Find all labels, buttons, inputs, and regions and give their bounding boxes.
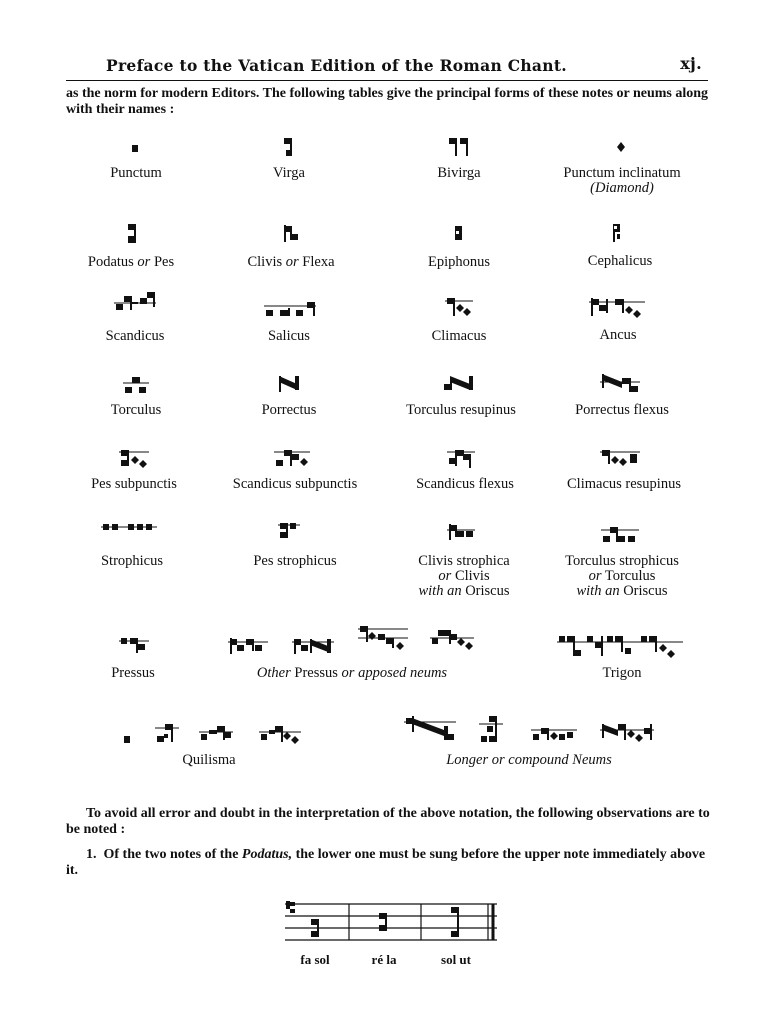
label-scandicus-flexus: Scandicus flexus [416,476,514,492]
p2-italic: Podatus, [241,847,293,862]
virga-neume [283,136,295,158]
pes-subpunctis-neume [119,448,149,470]
label-trigon: Trigon [602,665,642,681]
oriscus-text: Oriscus [623,583,668,599]
syllable-re-la: ré la [371,952,397,967]
label-salicus: Salicus [268,328,310,344]
label-torculus: Torculus [110,402,162,418]
or-text: or [137,254,151,270]
with-an-text: with an [576,583,620,599]
label-strophicus: Strophicus [100,553,164,569]
salicus-neume [264,298,316,320]
compound-neum-3 [531,722,577,746]
label-virga: Virga [273,165,305,181]
climacus-resupinus-neume [600,448,640,468]
p1-text: To avoid all error and doubt in the interpretation of the above notation, the following observations are to be noted : [66,806,710,837]
compound-neum-4 [600,720,654,746]
label-torculus-strophicus [565,554,679,599]
label-porrectus: Porrectus [261,402,317,418]
apposed-neum-3 [358,624,408,654]
label-ancus: Ancus [599,327,637,343]
apposed-neums-text: apposed neums [358,665,448,681]
label-clivis [247,255,334,270]
paragraph-observations [66,806,712,837]
label-longer-compound: Longer or compound Neums [446,752,612,768]
c-clef-icon [286,901,295,913]
quilisma-punctum-neume [122,734,132,746]
flexa-text: Flexa [302,254,335,270]
label-epiphonus: Epiphonus [427,254,491,270]
punctum-inclinatum-neume [615,140,627,154]
running-header [66,54,708,81]
clivis-strophica-text: Clivis strophica [418,553,510,569]
or-text: or [588,568,602,584]
p2-a: Of the two notes of the [103,847,239,862]
other-text: Other [256,665,291,681]
or-text: or [285,254,299,270]
strophicus-neume [101,521,165,533]
podatus-text: Podatus [87,254,134,270]
p2-num: 1. [86,847,97,862]
scandicus-neume [114,290,156,314]
label-podatus [88,255,174,270]
or-text: or [438,568,452,584]
label-climacus-resupinus: Climacus resupinus [567,476,681,492]
oriscus-text: Oriscus [465,583,510,599]
podatus-neume [127,222,139,246]
torculus-strophicus-text: Torculus strophicus [565,553,679,569]
compound-neum-1 [404,714,456,744]
porrectus-flexus-neume [600,372,640,396]
quilisma-neume-3 [259,724,301,746]
or-clivis-text: Clivis [454,568,490,584]
label-pes-subpunctis: Pes subpunctis [91,476,177,492]
torculus-strophicus-neume [601,524,639,546]
label-punctum: Punctum [110,165,162,181]
quilisma-neume-1 [155,722,179,748]
scandicus-subpunctis-neume [274,448,310,470]
diamond-text: (Diamond) [590,180,654,196]
clivis-strophica-neume [447,522,475,542]
label-pes-strophicus: Pes strophicus [253,553,337,569]
compound-neum-2 [479,714,503,746]
page-number: xj. [680,54,702,73]
label-scandicus-subpunctis: Scandicus subpunctis [232,476,358,492]
label-torculus-resupinus: Torculus resupinus [406,402,516,418]
p2-b: the lower one must be sung before the upper note immediately above it. [66,847,706,878]
apposed-neum-2 [292,636,334,658]
epiphonus-neume [453,224,465,244]
ancus-neume [589,296,645,320]
label-scandicus: Scandicus [105,328,165,344]
porrectus-neume [277,374,301,394]
label-clivis-strophica [418,554,509,599]
scandicus-flexus-neume [447,448,475,470]
bivirga-neume [448,136,470,158]
intro-text: as the norm for modern Editors. The following tables give the principal forms of these notes or neums along with their names : [66,86,709,117]
label-quilisma: Quilisma [182,752,236,768]
punctum-inclinatum-text: Punctum inclinatum [563,165,681,181]
syllable-sol-ut: sol ut [441,952,471,967]
trigon-neume [557,632,683,664]
label-climacus: Climacus [431,328,487,344]
syllable-fa-sol: fa sol [300,952,330,967]
apposed-neum-4 [430,628,474,654]
pes-text: Pes [153,254,175,270]
label-cephalicus: Cephalicus [587,253,653,269]
label-pressus: Pressus [111,665,155,681]
clivis-text: Clivis [247,254,283,270]
paragraph-podatus-rule [66,847,712,878]
label-bivirga: Bivirga [437,165,481,181]
torculus-neume [123,375,149,395]
cephalicus-neume [611,222,623,244]
climacus-neume [445,296,473,320]
quilisma-neume-2 [199,724,233,744]
or-torculus-text: Torculus [604,568,656,584]
clivis-neume [283,224,299,244]
or-apposed-text: or [341,665,355,681]
other-pressus-text: Pressus [294,665,338,681]
pressus-neume [119,635,149,657]
punctum-neume [130,142,140,156]
label-porrectus-flexus: Porrectus flexus [575,402,669,418]
pes-strophicus-neume [278,520,300,542]
apposed-neum-1 [228,636,268,658]
label-punctum-inclinatum [563,166,680,196]
with-an-text: with an [418,583,462,599]
header-title: Preface to the Vatican Edition of the Roman Chant. [106,56,567,75]
label-other-pressus [257,666,447,681]
torculus-resupinus-neume [442,374,476,394]
podatus-example-staff [283,896,499,946]
